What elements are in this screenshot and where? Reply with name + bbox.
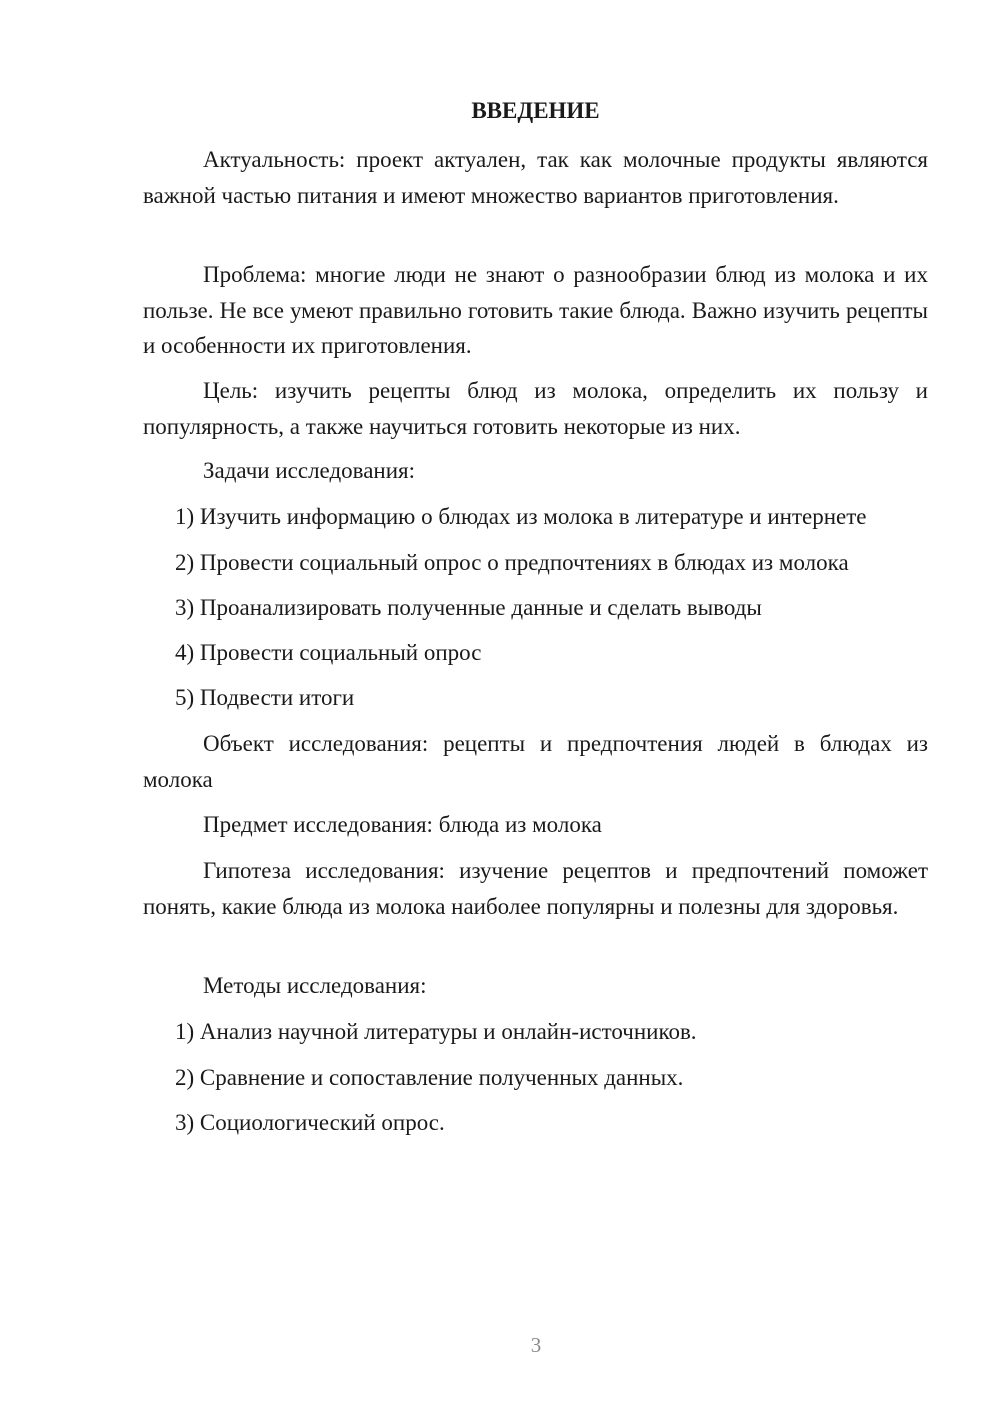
task-item: 2) Провести социальный опрос о предпочтениях в блюдах из молока — [175, 550, 849, 575]
task-item: 5) Подвести итоги — [175, 685, 355, 710]
task-item: 1) Изучить информацию о блюдах из молока в литературе и интернете — [175, 504, 867, 529]
hypothesis-paragraph: Гипотеза исследования: изучение рецептов и предпочтений поможет понять, какие блюда из молока наиболее популярны и полезны для здоровья. — [143, 858, 928, 919]
method-item: 3) Социологический опрос. — [175, 1110, 445, 1135]
task-item: 4) Провести социальный опрос — [175, 640, 482, 665]
relevance-paragraph: Актуальность: проект актуален, так как молочные продукты являются важной частью питания и имеют множество вариантов приготовления. — [143, 147, 928, 208]
problem-paragraph: Проблема: многие люди не знают о разнообразии блюд из молока и их пользе. Не все умеют правильно готовить такие блюда. Важно изучить рецепты и особенности их приготовления. — [143, 262, 928, 358]
section-heading: ВВЕДЕНИЕ — [471, 98, 600, 123]
method-item: 1) Анализ научной литературы и онлайн-источников. — [175, 1019, 697, 1044]
methods-title: Методы исследования: — [203, 973, 427, 998]
page-number: 3 — [530, 1333, 542, 1357]
goal-paragraph: Цель: изучить рецепты блюд из молока, определить их пользу и популярность, а также научиться готовить некоторые из них. — [143, 378, 928, 439]
task-item: 3) Проанализировать полученные данные и сделать выводы — [175, 595, 762, 620]
method-item: 2) Сравнение и сопоставление полученных данных. — [175, 1065, 684, 1090]
object-paragraph: Объект исследования: рецепты и предпочтения людей в блюдах из молока — [143, 731, 928, 792]
subject-paragraph: Предмет исследования: блюда из молока — [203, 812, 602, 837]
tasks-title: Задачи исследования: — [203, 458, 416, 483]
